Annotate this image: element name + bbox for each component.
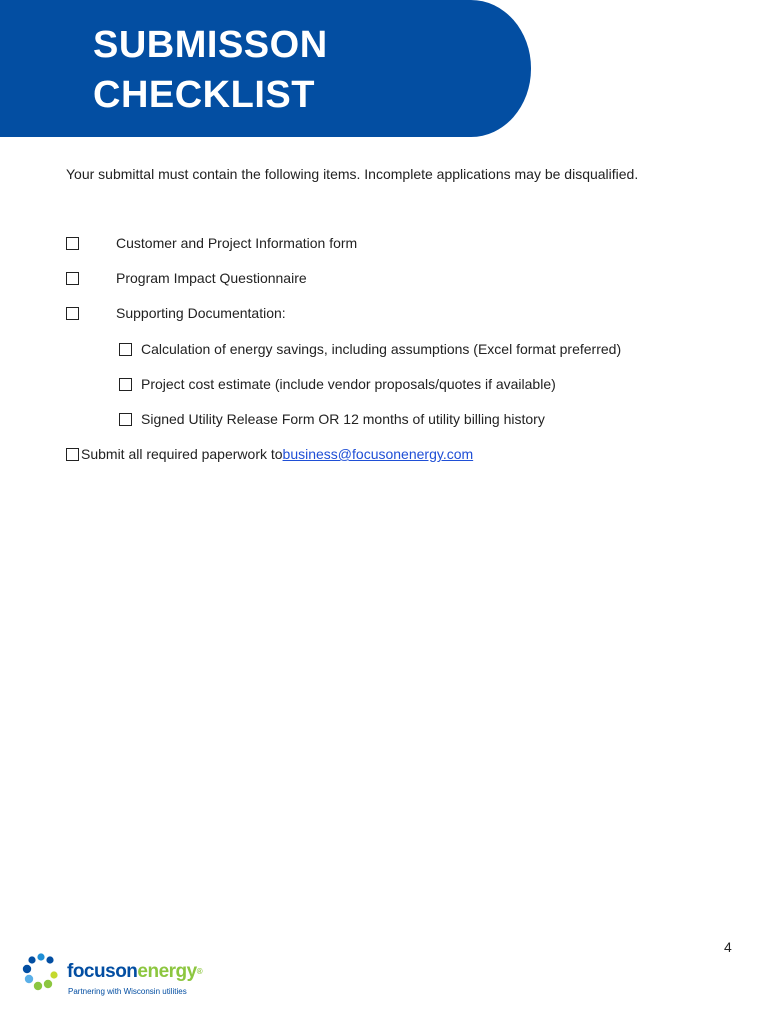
page-title: [93, 20, 328, 120]
checklist-sub-item: [119, 339, 621, 359]
checklist-final-label: Submit all required paperwork to: [81, 446, 283, 462]
intro-text: Your submittal must contain the following items. Incomplete applications may be disqualified.: [66, 166, 639, 182]
page-title-line2: CHECKLIST: [93, 74, 315, 116]
checklist-item-label: Customer and Project Information form: [116, 235, 358, 251]
checklist-item: [66, 268, 307, 288]
focus-on-energy-dots-icon: [22, 952, 62, 996]
checklist-item-label: Program Impact Questionnaire: [116, 270, 307, 286]
checklist-sub-item: [119, 374, 556, 394]
checklist-sub-item: [119, 409, 545, 429]
checkbox[interactable]: [119, 413, 132, 426]
logo-wordmark: [67, 961, 202, 983]
checkbox[interactable]: [119, 343, 132, 356]
email-link[interactable]: business@focusonenergy.com: [282, 446, 474, 462]
checklist-item: [66, 303, 286, 323]
checklist-sub-item-label: Calculation of energy savings, including assumptions (Excel format preferred): [141, 341, 622, 357]
checklist-item-label: Supporting Documentation:: [116, 305, 286, 321]
logo-word-focus: focus: [67, 961, 116, 982]
checklist-sub-item-label: Signed Utility Release Form OR 12 months of utility billing history: [141, 411, 545, 427]
logo-word-on: on: [115, 961, 138, 982]
page-number: 4: [724, 939, 732, 955]
logo-tagline: Partnering with Wisconsin utilities: [68, 987, 187, 996]
checklist-item: [66, 233, 357, 253]
focus-on-energy-logo: [22, 952, 222, 1000]
checkbox[interactable]: [66, 307, 79, 320]
page-title-line1: SUBMISSON: [93, 24, 328, 66]
checkbox[interactable]: [66, 448, 79, 461]
logo-registered-mark: ®: [196, 967, 203, 976]
checkbox[interactable]: [66, 272, 79, 285]
checkbox[interactable]: [119, 378, 132, 391]
header-banner: [0, 0, 531, 137]
checklist-final-item: [66, 444, 473, 464]
checklist-sub-item-label: Project cost estimate (include vendor proposals/quotes if available): [141, 376, 556, 392]
checkbox[interactable]: [66, 237, 79, 250]
logo-word-energy: energy: [137, 961, 197, 982]
